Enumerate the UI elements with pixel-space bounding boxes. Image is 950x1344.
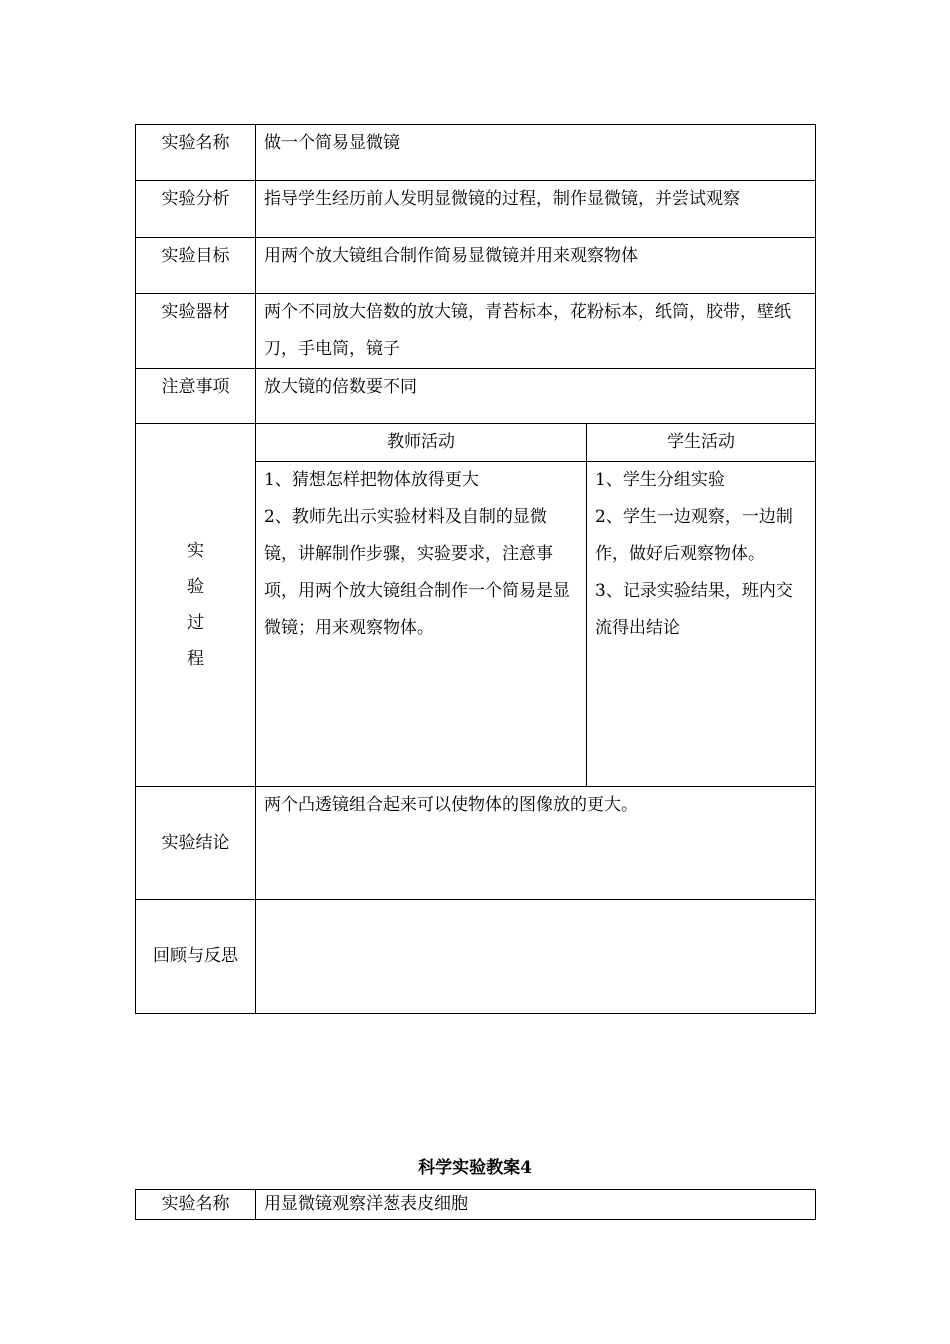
conclusion-label: 实验结论 (136, 787, 256, 900)
table-row (136, 294, 816, 369)
row-label: 实验名称 (136, 1190, 256, 1220)
teacher-activity (256, 462, 587, 787)
table-row (136, 125, 816, 181)
table-row (136, 369, 816, 424)
student-activity (587, 462, 816, 787)
row-content: 放大镜的倍数要不同 (256, 369, 816, 424)
row-content: 用两个放大镜组合制作简易显微镜并用来观察物体 (256, 238, 816, 294)
lesson-plan-table-2 (135, 1189, 816, 1220)
process-label-char: 过 (187, 613, 204, 633)
row-content: 用显微镜观察洋葱表皮细胞 (256, 1190, 816, 1220)
review-content (256, 900, 816, 1014)
table-row (136, 238, 816, 294)
row-label: 实验目标 (136, 238, 256, 294)
student-step: 3、记录实验结果，班内交流得出结论 (595, 581, 793, 638)
row-label: 注意事项 (136, 369, 256, 424)
teacher-step: 2、教师先出示实验材料及自制的显微镜，讲解制作步骤，实验要求，注意事项，用两个放大镜组合制作一个简易是显微镜；用来观察物体。 (264, 507, 570, 638)
row-label: 实验器材 (136, 294, 256, 369)
section-title: 科学实验教案4 (418, 1158, 532, 1178)
student-activity-header: 学生活动 (587, 424, 816, 462)
process-label-char: 验 (187, 577, 204, 597)
student-step: 2、学生一边观察，一边制作，做好后观察物体。 (595, 507, 793, 564)
row-content: 做一个简易显微镜 (256, 125, 816, 181)
process-label (136, 424, 256, 787)
row-label: 实验名称 (136, 125, 256, 181)
table-row (136, 1190, 816, 1220)
process-label-char: 程 (187, 649, 204, 669)
process-header-row (136, 424, 816, 462)
row-content: 指导学生经历前人发明显微镜的过程，制作显微镜，并尝试观察 (256, 181, 816, 238)
conclusion-content: 两个凸透镜组合起来可以使物体的图像放的更大。 (256, 787, 816, 900)
student-step: 1、学生分组实验 (595, 470, 725, 490)
row-content: 两个不同放大倍数的放大镜，青苔标本，花粉标本，纸筒，胶带，壁纸刀，手电筒，镜子 (256, 294, 816, 369)
teacher-step: 1、猜想怎样把物体放得更大 (264, 470, 479, 490)
row-label: 实验分析 (136, 181, 256, 238)
conclusion-row (136, 787, 816, 900)
lesson-plan-table (135, 124, 816, 1014)
review-label: 回顾与反思 (136, 900, 256, 1014)
process-label-char: 实 (187, 541, 204, 561)
teacher-activity-header: 教师活动 (256, 424, 587, 462)
review-row (136, 900, 816, 1014)
table-row (136, 181, 816, 238)
